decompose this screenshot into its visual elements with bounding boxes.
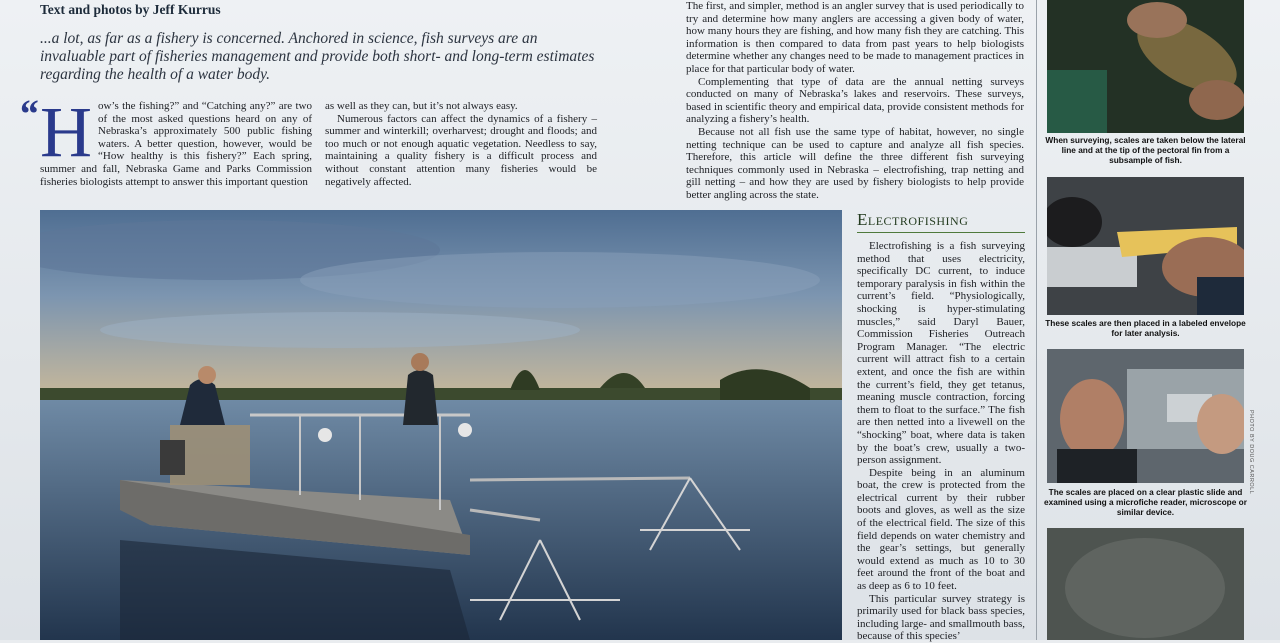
photo-caption-3: The scales are placed on a clear plastic slide and examined using a microfiche reader, microscope or similar device. xyxy=(1044,487,1247,517)
article-column-3 xyxy=(686,0,1024,202)
article-column-4 xyxy=(857,240,1025,643)
paragraph xyxy=(40,92,312,188)
byline: Text and photos by Jeff Kurrus xyxy=(40,2,221,17)
section-heading-electrofishing: Electrofishing xyxy=(857,210,1025,233)
column-divider xyxy=(1036,0,1037,640)
article-deck: ...a lot, as far as a fishery is concerned. Anchored in science, fish surveys are an invaluable part of fisheries management and provide both short- and long-term estimates regarding the health of a water body. xyxy=(40,30,595,83)
photo-credit: PHOTO BY DOUG CARROLL xyxy=(1248,410,1254,495)
fish-in-hands-illustration xyxy=(1047,0,1244,133)
article-column-2 xyxy=(325,100,597,188)
opening-quote-mark: “ xyxy=(18,91,38,136)
scale-closeup-illustration xyxy=(1047,528,1244,640)
magnified-scale-photo xyxy=(1047,528,1244,640)
photo-caption-2: These scales are then placed in a labeled envelope for later analysis. xyxy=(1045,318,1246,338)
paragraph: Numerous factors can affect the dynamics of a fishery – summer and winterkill; overharvest; drought and floods; and too much or not enough aquatic vegetation. Needless to say, maintaining a quality fishery is a difficult process and without constant attention many fisheries would be negatively affected. xyxy=(325,112,597,188)
article-column-1 xyxy=(40,92,312,188)
man-examining-slide-illustration xyxy=(1047,349,1244,483)
paragraph: Complementing that type of data are the annual netting surveys conducted on many of Nebraska’s lakes and reservoirs. These surveys, based in scientific theory and empirical data, provide consistent methods for analyzing a fishery’s health. xyxy=(686,75,1024,126)
photo-caption-1: When surveying, scales are taken below the lateral line and at the tip of the pectoral fin from a subsample of fish. xyxy=(1045,135,1246,165)
paragraph: This particular survey strategy is primarily used for black bass species, including large- and smallmouth bass, because of this species’ xyxy=(857,592,1025,643)
paragraph: Because not all fish use the same type of habitat, however, no single netting technique can be used to capture and analyze all fish species. Therefore, this article will define the three different fish surveying techniques commonly used in Nebraska – electrofishing, trap netting and gill netting – and how they are used by fishery biologists to help provide better angling across the state. xyxy=(686,125,1024,201)
paragraph-text: ow’s the fishing?” and “Catching any?” are two of the most asked questions heard on any of Nebraska’s approximately 500 public fishing waters. A better question, however, would be “How healthy is this fishery?” Each spring, summer and fall, Nebraska Game and Parks Commission fisheries biologists attempt to answer this important question xyxy=(40,100,312,188)
fish-scale-sampling-photo xyxy=(1047,0,1244,133)
drop-cap: H xyxy=(40,92,92,172)
paragraph: The first, and simpler, method is an angler survey that is used periodically to try and determine how many anglers are accessing a given body of water, how many hours they are fishing, and how many fish they are catching. This information is then compared to data from past years to help biologists determine whether any changes need to be made to management practices in place for that particular body of water. xyxy=(686,0,1024,75)
scale-envelope-illustration xyxy=(1047,177,1244,315)
paragraph: Electrofishing is a fish surveying method that uses electricity, specifically DC current, to induce temporary paralysis in fish within the current’s field. “Physiologically, shocking is hyper-stimulating muscles,” said Daryl Bauer, Commission Fisheries Outreach Program Manager. “The electric current will attract fish to a certain extent, and once the fish are within the current’s field, they get tetanus, meaning muscle contraction, forcing them to float to the surface.” The fish are then netted into a livewell on the “shocking” boat, where data is taken by the boat’s crew, usually a two-person assignment. xyxy=(857,240,1025,467)
microfiche-reader-photo xyxy=(1047,349,1244,483)
scale-envelope-photo xyxy=(1047,177,1244,315)
boat-scene-illustration xyxy=(40,210,842,640)
paragraph: Despite being in an aluminum boat, the crew is protected from the electrical current by their rubber boots and gloves, as well as the size of the electrical field. The size of this field depends on water chemistry and the gear’s settings, but generally would extend as much as 10 to 30 feet around the front of the boat and as deep as 6 to 10 feet. xyxy=(857,466,1025,593)
electrofishing-boat-photo xyxy=(40,210,842,640)
paragraph: as well as they can, but it’s not always easy. xyxy=(325,100,518,112)
